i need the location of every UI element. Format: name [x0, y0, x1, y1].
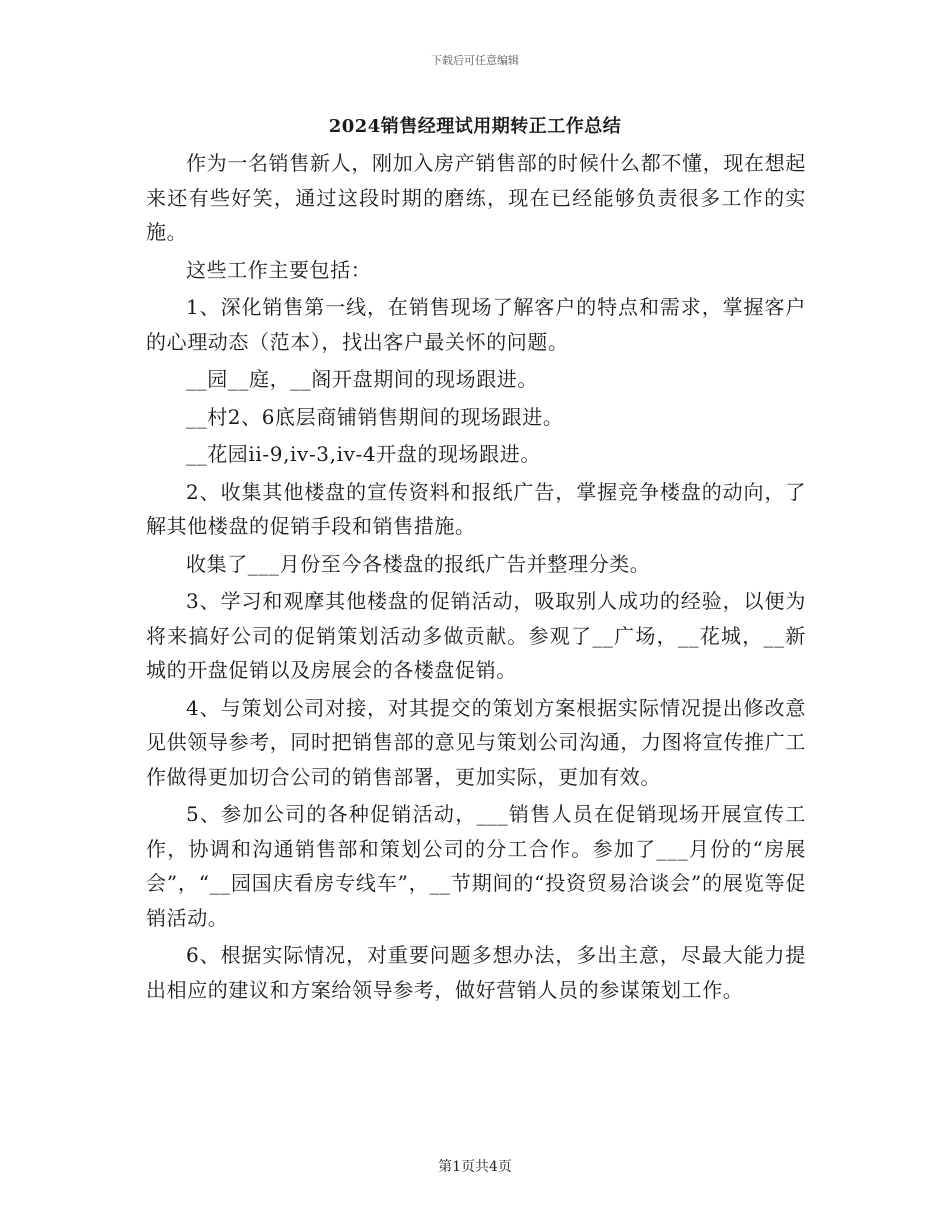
- paragraph: __村2、6底层商铺销售期间的现场跟进。: [186, 404, 564, 429]
- paragraph: 5、参加公司的各种促销活动，___销售人员在促销现场开展宣传工作，协调和沟通销售部和策划公司的分工合作。参加了___月份的“房展会”，“__园国庆看房专线车”，__节期间的“投资贸易洽谈会”的展览等促销活动。: [146, 802, 806, 930]
- header-note: 下载后可任意编辑: [431, 54, 519, 67]
- paragraph: 1、深化销售第一线，在销售现场了解客户的特点和需求，掌握客户的心理动态（范本），找出客户最关怀的问题。: [146, 295, 806, 354]
- paragraph: 这些工作主要包括：: [186, 257, 372, 282]
- paragraph: 6、根据实际情况，对重要问题多想办法，多出主意，尽最大能力提出相应的建议和方案给领导参考，做好营销人员的参谋策划工作。: [146, 943, 806, 1002]
- document-body: [146, 146, 806, 1010]
- paragraph: 2、收集其他楼盘的宣传资料和报纸广告，掌握竞争楼盘的动向，了解其他楼盘的促销手段和销售措施。: [146, 479, 806, 538]
- page-number: 第1页共4页: [438, 1159, 512, 1175]
- paragraph: 收集了___月份至今各楼盘的报纸广告并整理分类。: [186, 551, 651, 576]
- paragraph: 3、学习和观摩其他楼盘的促销活动，吸取别人成功的经验，以便为将来搞好公司的促销策划活动多做贡献。参观了__广场，__花城，__新城的开盘促销以及房展会的各楼盘促销。: [146, 589, 806, 682]
- paragraph: 4、与策划公司对接，对其提交的策划方案根据实际情况提出修改意见供领导参考，同时把销售部的意见与策划公司沟通，力图将宣传推广工作做得更加切合公司的销售部署，更加实际，更加有效。: [146, 695, 806, 789]
- document-title: 2024销售经理试用期转正工作总结: [328, 116, 622, 137]
- paragraph: __园__庭，__阁开盘期间的现场跟进。: [186, 367, 538, 391]
- paragraph: __花园ii-9,iv-3,iv-4开盘的现场跟进。: [186, 442, 541, 466]
- paragraph: 作为一名销售新人，刚加入房产销售部的时候什么都不懂，现在想起来还有些好笑，通过这段时期的磨练，现在已经能够负责很多工作的实施。: [146, 151, 806, 244]
